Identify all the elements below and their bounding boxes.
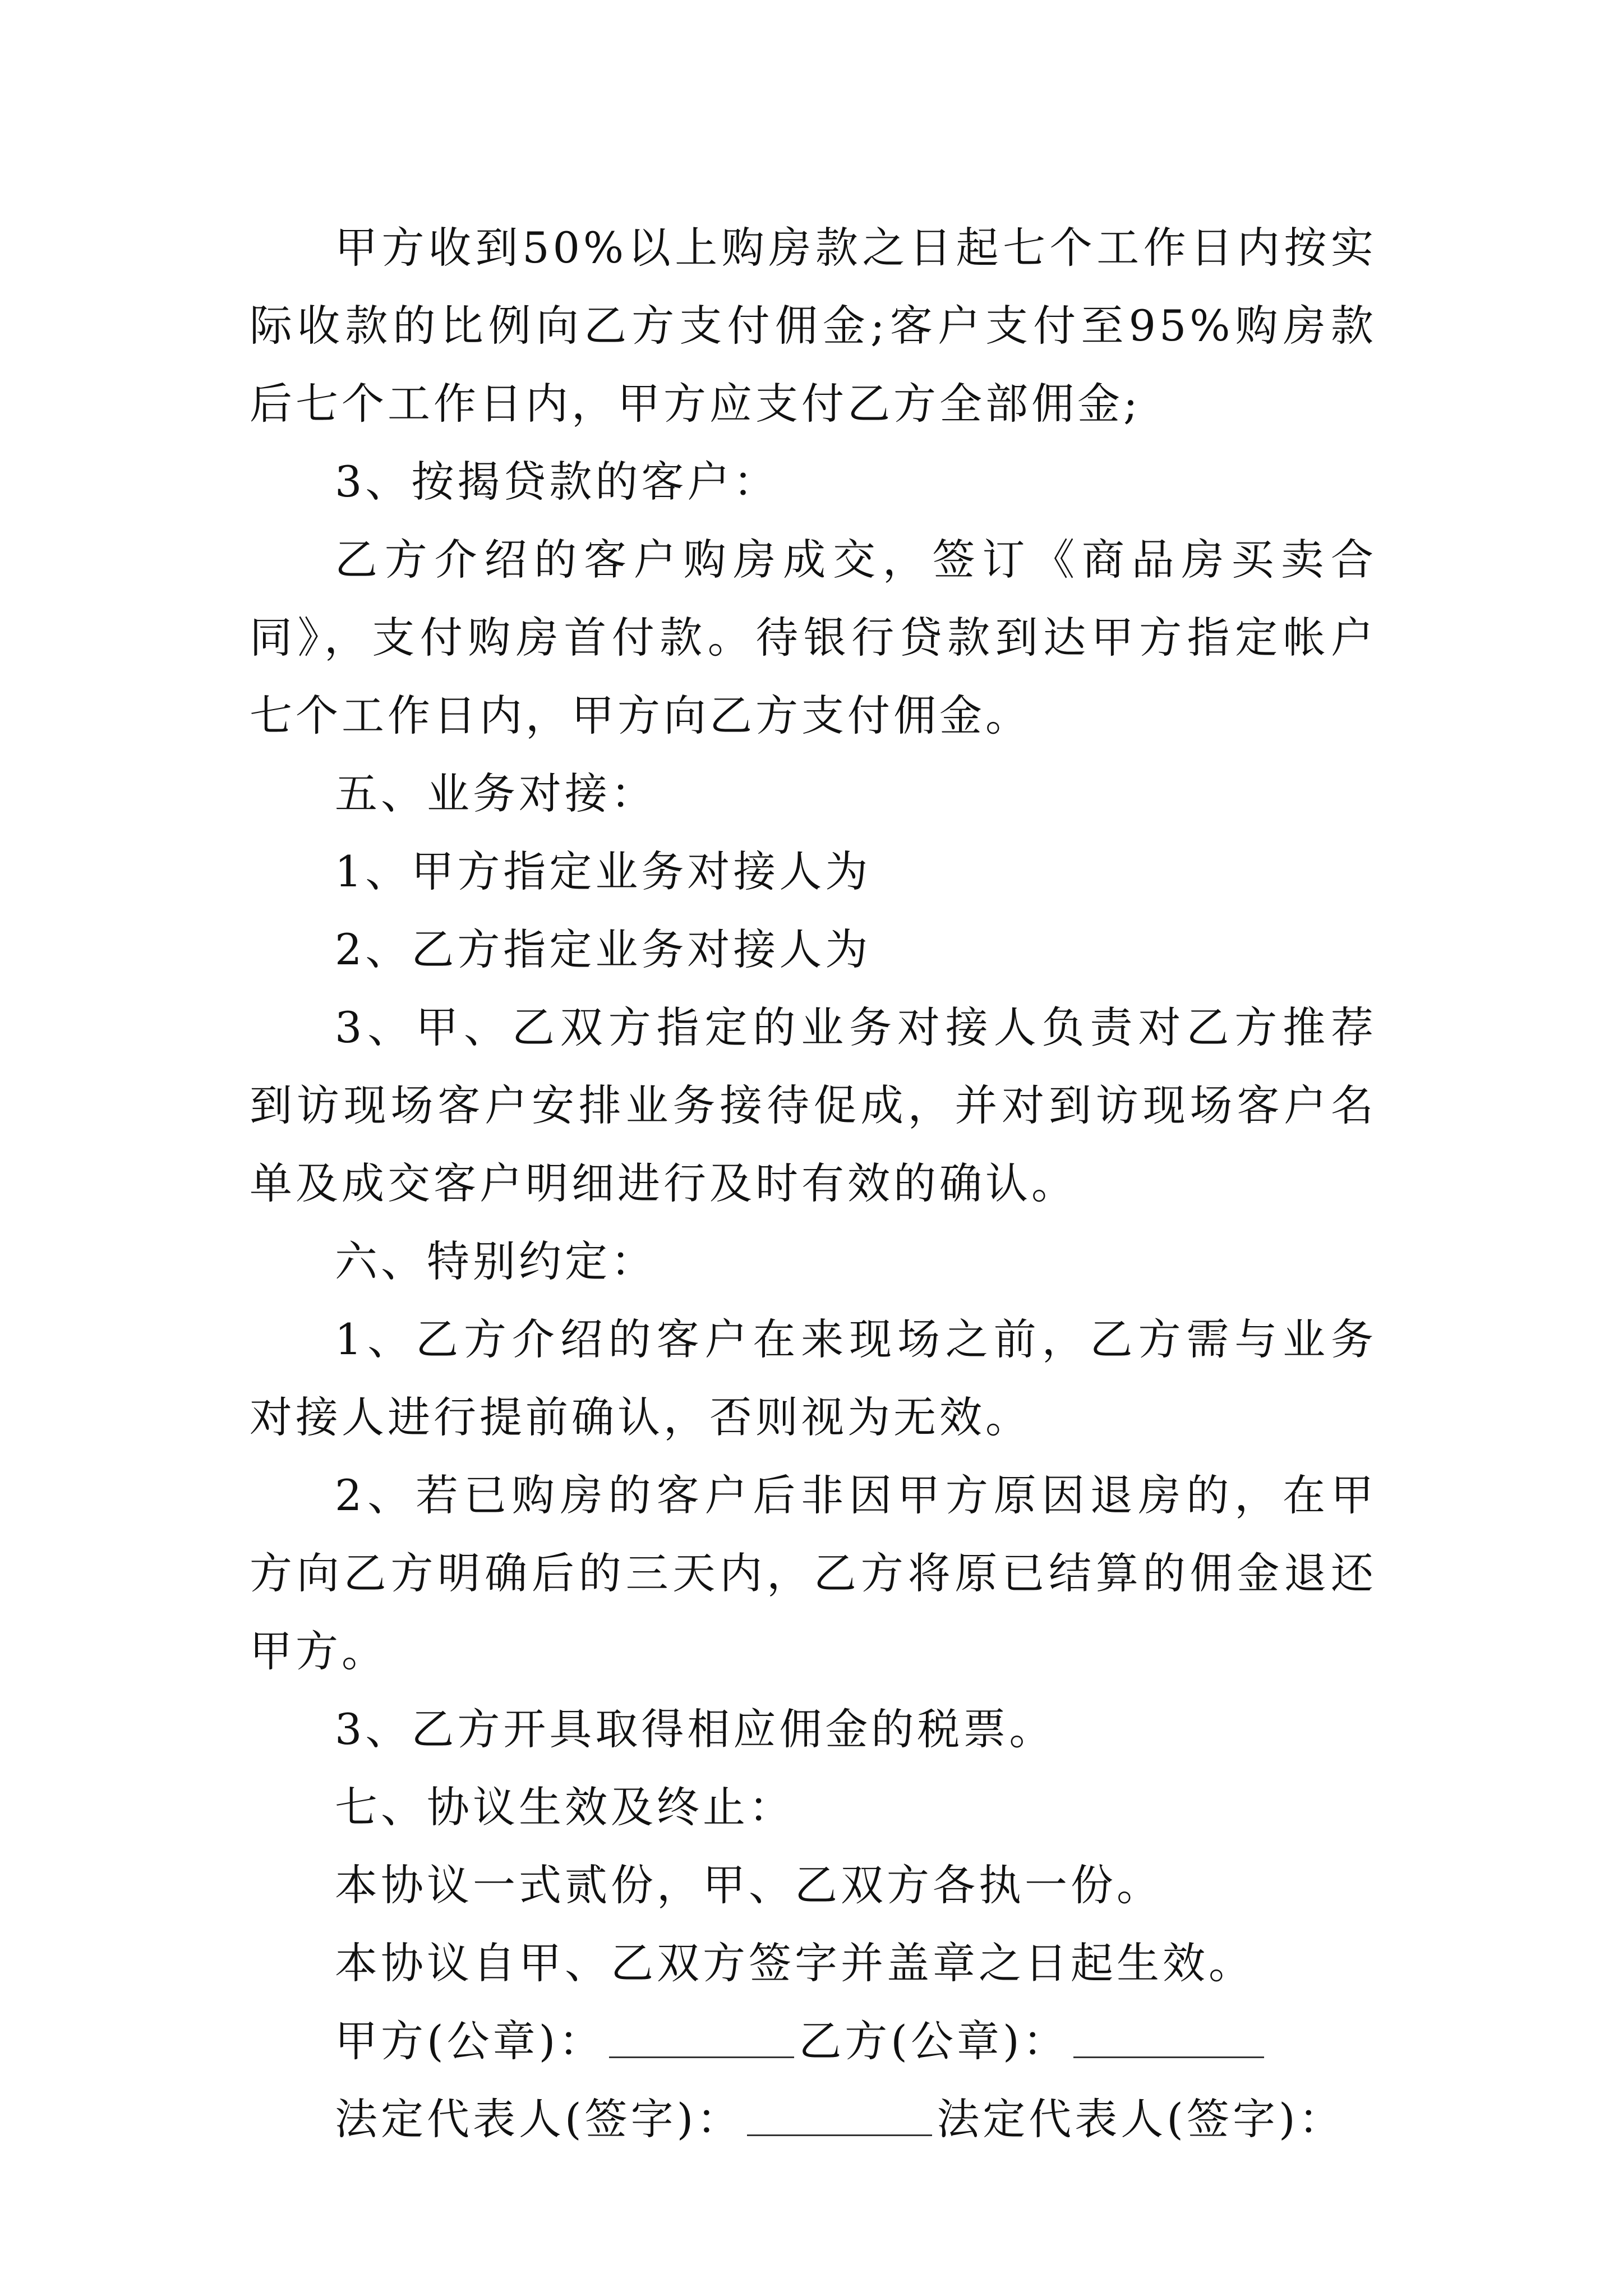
party-a-seal-label: 甲方(公章)： bbox=[335, 2016, 605, 2066]
signature-legal-rep-row bbox=[250, 2080, 1377, 2158]
paragraph-liaison-duties: 3、甲、乙双方指定的业务对接人负责对乙方推荐到访现场客户安排业务接待促成，并对到访现场客户名单及成交客户明细进行及时有效的确认。 bbox=[250, 1002, 1377, 1208]
heading-mortgage-clients: 3、按揭贷款的客户： bbox=[335, 457, 780, 507]
section-heading-business-liaison: 五、业务对接： bbox=[335, 769, 657, 818]
legal-rep-a-label: 法定代表人(签字)： bbox=[335, 2094, 743, 2144]
party-b-seal-label: 乙方(公章)： bbox=[799, 2016, 1069, 2066]
paragraph-special-term-1: 1、乙方介绍的客户在来现场之前，乙方需与业务对接人进行提前确认，否则视为无效。 bbox=[250, 1314, 1377, 1442]
party-b-seal-blank bbox=[1073, 2056, 1264, 2058]
signature-seal-row bbox=[250, 2002, 1377, 2080]
legal-rep-a-blank bbox=[747, 2134, 932, 2136]
legal-rep-b-label: 法定代表人(签字)： bbox=[937, 2094, 1345, 2144]
section-heading-effectiveness: 七、协议生效及终止： bbox=[335, 1782, 795, 1832]
paragraph-liaison-party-b: 2、乙方指定业务对接人为 bbox=[335, 924, 872, 974]
paragraph-special-term-2: 2、若已购房的客户后非因甲方原因退房的，在甲方向乙方明确后的三天内，乙方将原已结算的佣金退还甲方。 bbox=[250, 1470, 1377, 1676]
paragraph-effective-date: 本协议自甲、乙双方签字并盖章之日起生效。 bbox=[335, 1938, 1255, 1988]
party-a-seal-blank bbox=[609, 2056, 794, 2058]
paragraph-mortgage-commission: 乙方介绍的客户购房成交，签订《商品房买卖合同》，支付购房首付款。待银行贷款到达甲方指定帐户七个工作日内，甲方向乙方支付佣金。 bbox=[250, 535, 1377, 740]
paragraph-commission-payment: 甲方收到50%以上购房款之日起七个工作日内按实际收款的比例向乙方支付佣金;客户支付至95%购房款后七个工作日内，甲方应支付乙方全部佣金; bbox=[250, 223, 1377, 429]
paragraph-special-term-3: 3、乙方开具取得相应佣金的税票。 bbox=[335, 1704, 1055, 1754]
paragraph-liaison-party-a: 1、甲方指定业务对接人为 bbox=[335, 846, 872, 896]
paragraph-copies: 本协议一式贰份，甲、乙双方各执一份。 bbox=[335, 1860, 1163, 1910]
section-heading-special-terms: 六、特别约定： bbox=[335, 1236, 657, 1286]
document-body bbox=[250, 209, 1377, 2158]
